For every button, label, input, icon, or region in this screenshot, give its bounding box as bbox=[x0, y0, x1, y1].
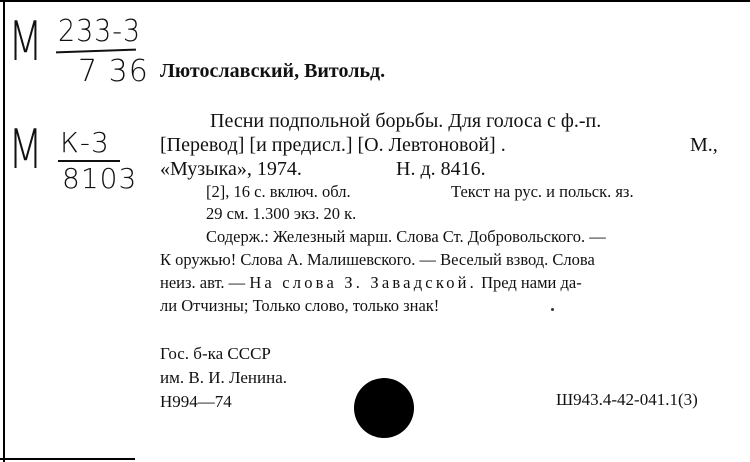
size-and-price: 29 см. 1.300 экз. 20 к. bbox=[206, 204, 357, 223]
handwritten-shelf-letter-2: М bbox=[8, 118, 44, 181]
handwritten-shelf-code-1-bottom: 7 36 bbox=[78, 54, 149, 89]
card-bottom-border bbox=[0, 458, 135, 460]
contents-line-2: К оружью! Слова А. Малишевского. — Веселый взвод. Слова bbox=[160, 250, 595, 269]
classification-code: Ш943.4-42-041.1(3) bbox=[556, 390, 698, 409]
handwritten-divider-1 bbox=[56, 49, 136, 54]
library-card-number: Н994—74 bbox=[160, 392, 232, 411]
contents-line-4: ли Отчизны; Только слово, только знак! bbox=[160, 296, 440, 315]
title-line-2-place: М., bbox=[690, 134, 718, 156]
contents-line-3-start: неиз. авт. — bbox=[160, 273, 250, 292]
library-line-2: им. В. И. Ленина. bbox=[160, 368, 288, 387]
handwritten-shelf-code-2-top: К-3 bbox=[60, 126, 110, 159]
language-note: Текст на рус. и польск. яз. bbox=[451, 182, 634, 201]
handwritten-shelf-code-2-bottom: 8103 bbox=[62, 162, 138, 195]
contents-line-3 bbox=[160, 273, 582, 293]
title-line-3-number: Н. д. 8416. bbox=[396, 158, 486, 180]
title-line-1: Песни подпольной борьбы. Для голоса с ф.-п. bbox=[210, 110, 602, 132]
handwritten-shelf-code-1-top: 233-3 bbox=[58, 14, 141, 49]
card-left-border bbox=[3, 0, 5, 462]
author-heading: Лютославский, Витольд. bbox=[160, 60, 386, 82]
ink-speck bbox=[551, 308, 554, 311]
title-line-3-publisher: «Музыка», 1974. bbox=[160, 158, 302, 180]
contents-line-3-spaced: На слова З. Завадской. bbox=[249, 273, 478, 292]
handwritten-shelf-letter-1: М bbox=[8, 10, 44, 73]
card-top-border bbox=[0, 0, 750, 2]
title-line-2: [Перевод] [и предисл.] [О. Левтоновой] . bbox=[160, 134, 506, 156]
contents-line-1: Содерж.: Железный марш. Слова Ст. Добровольского. — bbox=[206, 227, 606, 246]
ink-blot-stamp bbox=[354, 378, 414, 438]
physical-description: [2], 16 с. включ. обл. bbox=[206, 182, 351, 201]
library-line-1: Гос. б-ка СССР bbox=[160, 344, 271, 363]
contents-line-3-end: Пред нами да- bbox=[477, 273, 582, 292]
